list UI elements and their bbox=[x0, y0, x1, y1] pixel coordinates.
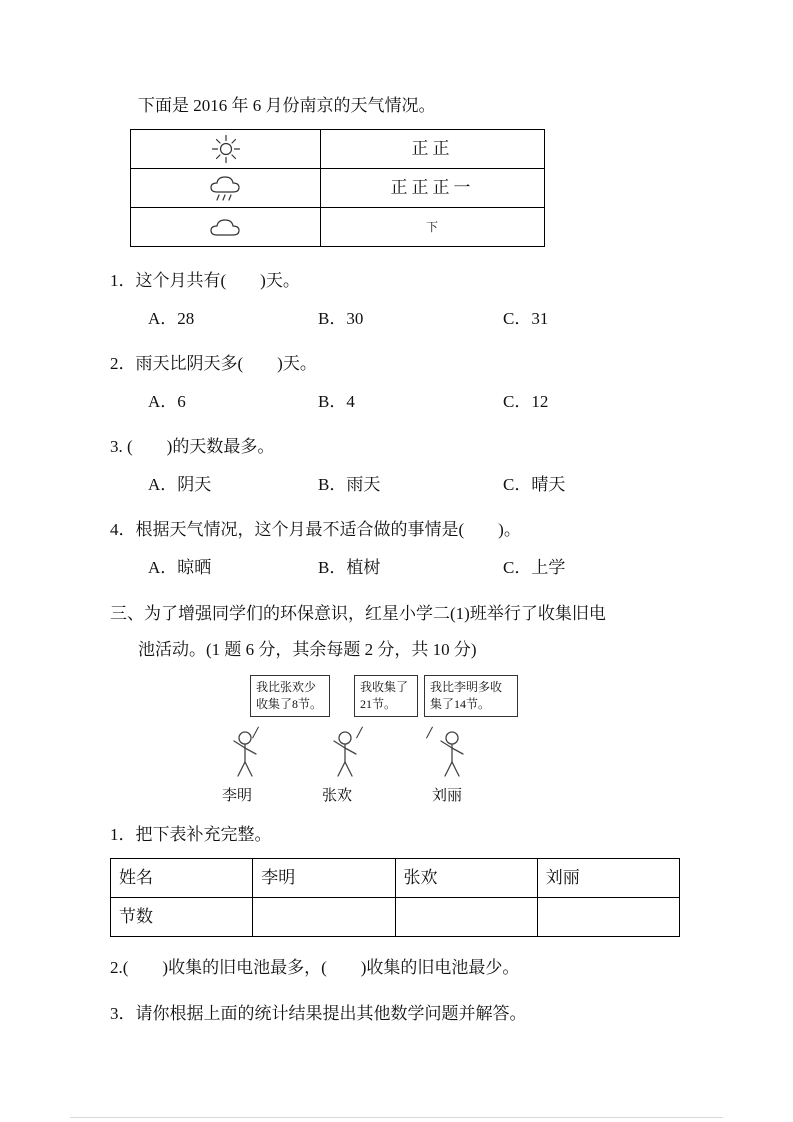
question-2-option-a: A．6 bbox=[148, 392, 186, 411]
question-4-text: 4．根据天气情况，这个月最不适合做的事情是( )。 bbox=[110, 520, 521, 539]
cloud-icon bbox=[208, 216, 244, 235]
question-3-text: 3. ( )的天数最多。 bbox=[110, 437, 275, 456]
fill-table-header-row bbox=[111, 859, 680, 898]
question-4-option-a: A．晾晒 bbox=[148, 558, 212, 577]
tally-sunny: 正正 bbox=[321, 130, 545, 169]
student-name-zhanghuan: 张欢 bbox=[322, 788, 353, 804]
student-figure-liming bbox=[228, 729, 262, 787]
rainy-icon-cell bbox=[131, 169, 321, 208]
sunny-icon-cell bbox=[131, 130, 321, 169]
section-3-title-line1: 三、为了增强同学们的环保意识，红星小学二(1)班举行了收集旧电 bbox=[110, 604, 606, 623]
question-2-options bbox=[110, 391, 680, 413]
question-2-option-b: B．4 bbox=[318, 392, 355, 411]
question-2-option-c: C．12 bbox=[503, 392, 549, 411]
row-label-count: 节数 bbox=[111, 898, 253, 937]
table-row-rainy bbox=[131, 169, 545, 208]
table-row-sunny bbox=[131, 130, 545, 169]
page-bottom-divider bbox=[70, 1117, 723, 1118]
question-3-option-b: B．雨天 bbox=[318, 475, 381, 494]
question-3-option-a: A．阴天 bbox=[148, 475, 212, 494]
question-2-text: 2．雨天比阴天多( )天。 bbox=[110, 354, 317, 373]
sub-question-3: 3．请你根据上面的统计结果提出其他数学问题并解答。 bbox=[110, 1004, 527, 1023]
fill-in-table bbox=[110, 858, 680, 937]
rain-icon bbox=[208, 177, 244, 196]
question-1-text: 1．这个月共有( )天。 bbox=[110, 271, 300, 290]
tally-rainy: 正正正一 bbox=[321, 169, 545, 208]
question-3-option-c: C．晴天 bbox=[503, 475, 566, 494]
cloudy-icon-cell bbox=[131, 208, 321, 247]
speech-bubble-liming: 我比张欢少收集了8节。 bbox=[250, 675, 330, 717]
speech-bubble-zhanghuan: 我收集了21节。 bbox=[354, 675, 418, 717]
question-4-option-b: B．植树 bbox=[318, 558, 381, 577]
col-header-liuli: 刘丽 bbox=[537, 859, 679, 898]
question-4-options bbox=[110, 557, 680, 579]
student-name-liuli: 刘丽 bbox=[432, 788, 463, 804]
question-1-option-c: C．31 bbox=[503, 309, 549, 328]
student-name-liming: 李明 bbox=[222, 788, 253, 804]
student-figure-zhanghuan bbox=[328, 729, 362, 787]
blank-cell-liuli bbox=[537, 898, 679, 937]
sub-question-1: 1．把下表补充完整。 bbox=[110, 825, 272, 844]
weather-tally-table bbox=[130, 129, 545, 247]
battery-collection-illustration bbox=[110, 669, 680, 814]
blank-cell-liming bbox=[253, 898, 395, 937]
question-1-option-b: B．30 bbox=[318, 309, 364, 328]
col-header-zhanghuan: 张欢 bbox=[395, 859, 537, 898]
intro-text: 下面是 2016 年 6 月份南京的天气情况。 bbox=[138, 96, 436, 115]
blank-cell-zhanghuan bbox=[395, 898, 537, 937]
tally-cloudy: 下 bbox=[321, 208, 545, 247]
col-header-liming: 李明 bbox=[253, 859, 395, 898]
question-4-option-c: C．上学 bbox=[503, 558, 566, 577]
question-1-option-a: A．28 bbox=[148, 309, 195, 328]
table-row-cloudy bbox=[131, 208, 545, 247]
question-3-options bbox=[110, 474, 680, 496]
col-header-name: 姓名 bbox=[111, 859, 253, 898]
student-figure-liuli bbox=[435, 729, 469, 787]
fill-table-value-row bbox=[111, 898, 680, 937]
section-3-title-line2: 池活动。(1 题 6 分，其余每题 2 分，共 10 分) bbox=[138, 640, 477, 659]
question-1-options bbox=[110, 308, 680, 330]
speech-bubble-liuli: 我比李明多收集了14节。 bbox=[424, 675, 518, 717]
sun-icon bbox=[211, 138, 241, 157]
sub-question-2: 2.( )收集的旧电池最多，( )收集的旧电池最少。 bbox=[110, 958, 520, 977]
